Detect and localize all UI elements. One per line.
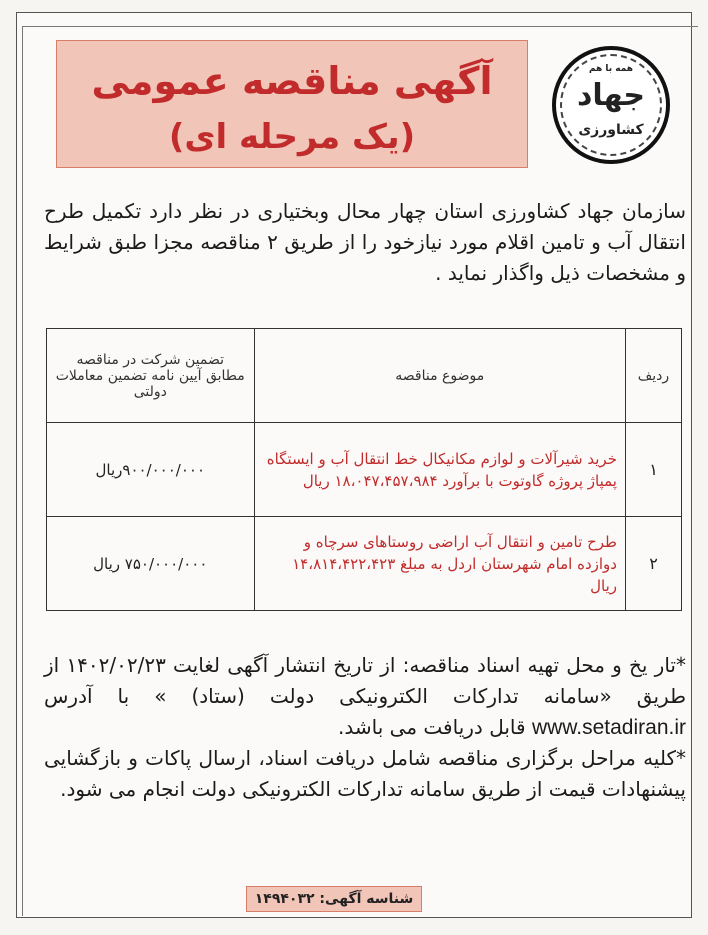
intro-paragraph: سازمان جهاد کشاورزی استان چهار محال وبختیاری در نظر دارد تکمیل طرح انتقال آب و تامین اقلام مورد نیازخود را از طریق ۲ مناقصه مجزا طبق شرایط و مشخصات ذیل واگذار نماید . xyxy=(44,199,686,285)
row-subject: خرید شیرآلات و لوازم مکانیکال خط انتقال آب و ایستگاه پمپاژ پروژه گاوتوت با برآورد ۱۸،۰۴۷،۴۵۷،۹۸۴ ریال xyxy=(254,423,625,517)
row-guarantee: ۷۵۰/۰۰۰/۰۰۰ ریال xyxy=(47,517,255,611)
footer-paragraphs xyxy=(44,650,686,805)
header-subject: موضوع مناقصه xyxy=(254,329,625,423)
row-number: ۱ xyxy=(625,423,681,517)
notice-title: آگهی مناقصه عمومی xyxy=(91,59,493,103)
table-header-row xyxy=(47,329,682,423)
document-date-suffix: قابل دریافت می باشد. xyxy=(338,715,526,739)
jahad-logo-icon xyxy=(552,46,670,164)
row-subject: طرح تامین و انتقال آب اراضی روستاهای سرچاه و دوازده امام شهرستان اردل به مبلغ ۱۴،۸۱۴،۴۲۲،۴۲۳ ریال xyxy=(254,517,625,611)
table-row xyxy=(47,517,682,611)
row-number: ۲ xyxy=(625,517,681,611)
document-date-text: *تار یخ و محل تهیه اسناد مناقصه: از تاریخ انتشار آگهی لغایت ۱۴۰۲/۰۲/۲۳ از طریق «سامانه تدارکات الکترونیکی دولت (ستاد) » با آدرس xyxy=(44,653,686,708)
notice-subtitle: (یک مرحله ای) xyxy=(168,117,416,157)
ad-code-badge: شناسه آگهی: ۱۴۹۴۰۳۲ xyxy=(246,886,422,912)
website-link[interactable]: www.setadiran.ir xyxy=(531,716,686,739)
tender-table xyxy=(46,328,682,611)
row-guarantee: ۹۰۰/۰۰۰/۰۰۰ریال xyxy=(47,423,255,517)
logo-top-text: همه با هم xyxy=(588,64,634,74)
process-text: *کلیه مراحل برگزاری مناقصه شامل دریافت اسناد، ارسال پاکات و بازگشایی پیشنهادات قیمت از طریق سامانه تدارکات الکترونیکی دولت انجام می شود. xyxy=(44,746,686,801)
table-row xyxy=(47,423,682,517)
header-row-number: ردیف xyxy=(625,329,681,423)
logo-main-text: جهاد xyxy=(576,78,646,113)
logo-bottom-text: کشاورزی xyxy=(578,122,644,138)
header-guarantee: تضمین شرکت در مناقصه مطابق آیین نامه تضمین معاملات دولتی xyxy=(47,329,255,423)
title-banner xyxy=(56,40,528,168)
